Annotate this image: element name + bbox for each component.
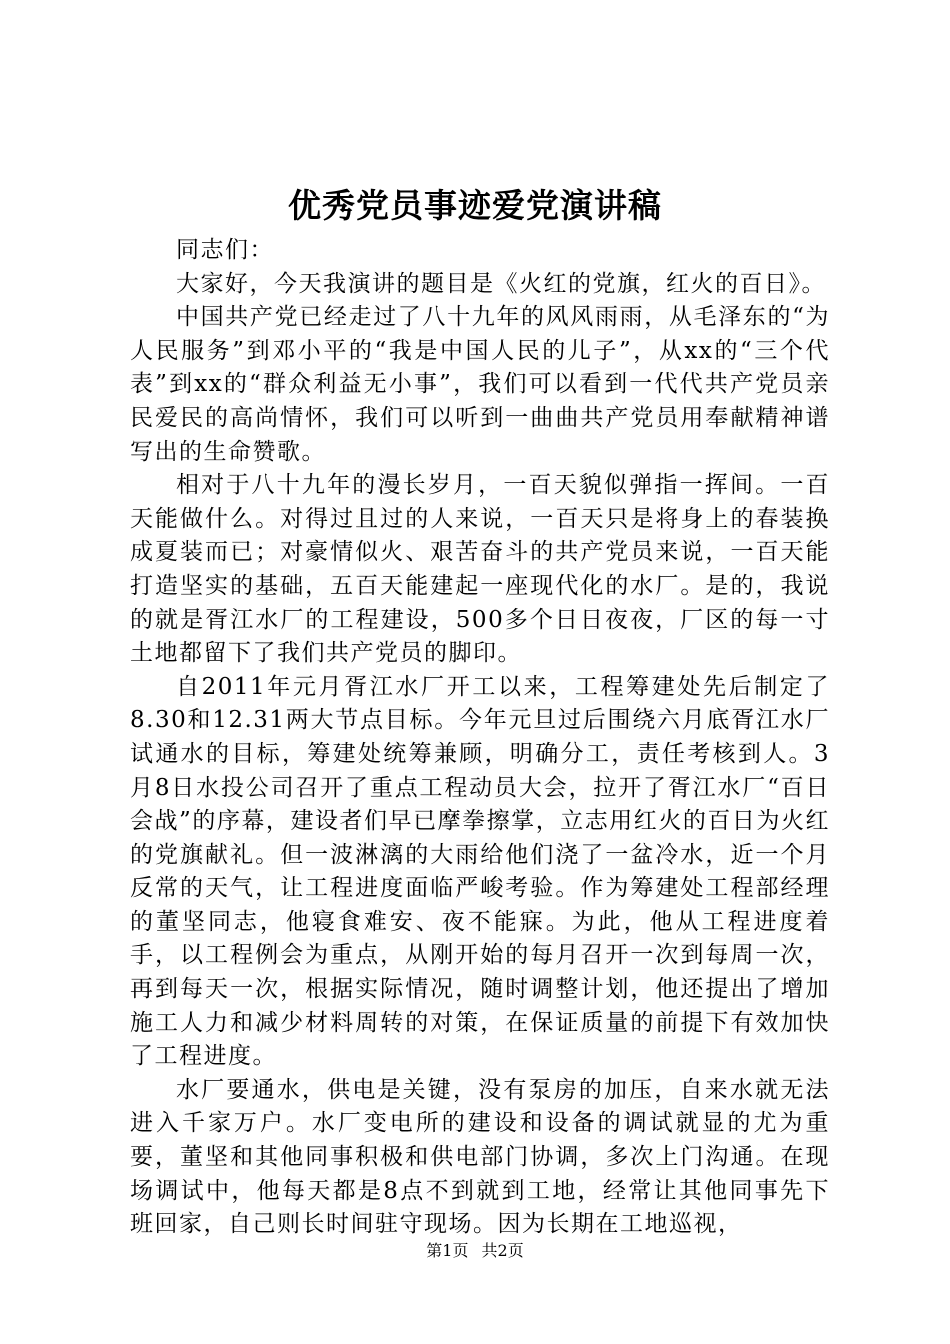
document-body (130, 234, 830, 1242)
paragraph-1: 大家好，今天我演讲的题目是《火红的党旗，红火的百日》。 (176, 270, 826, 297)
page-title: 优秀党员事迹爱党演讲稿 (288, 186, 662, 225)
salutation: 同志们： (176, 237, 274, 263)
page-number-total: 共2页 (481, 1241, 524, 1260)
page-number-current: 第1页 (426, 1241, 469, 1260)
page-footer (0, 1240, 950, 1262)
paragraph-2: 中国共产党已经走过了八十九年的风风雨雨，从毛泽东的“为人民服务”到邓小平的“我是中国人民的儿子”，从xx的“三个代表”到xx的“群众利益无小事”，我们可以看到一代代共产党员亲民爱民的高尚情怀，我们可以听到一曲曲共产党员用奉献精神谱写出的生命赞歌。 (130, 304, 830, 465)
paragraph-5: 水厂要通水，供电是关键，没有泵房的加压，自来水就无法进入千家万户。水厂变电所的建设和设备的调试就显的尤为重要，董坚和其他同事积极和供电部门协调，多次上门沟通。在现场调试中，他每天都是8点不到就到工地，经常让其他同事先下班回家，自己则长时间驻守现场。因为长期在工地巡视， (130, 1076, 830, 1238)
paragraph-3: 相对于八十九年的漫长岁月，一百天貌似弹指一挥间。一百天能做什么。对得过且过的人来说，一百天只是将身上的春装换成夏装而已；对豪情似火、艰苦奋斗的共产党员来说，一百天能打造坚实的基础，五百天能建起一座现代化的水厂。是的，我说的就是胥江水厂的工程建设，500多个日日夜夜，厂区的每一寸土地都留下了我们共产党员的脚印。 (130, 472, 830, 667)
paragraph-4: 自2011年元月胥江水厂开工以来，工程筹建处先后制定了8.30和12.31两大节点目标。今年元旦过后围绕六月底胥江水厂试通水的目标，筹建处统筹兼顾，明确分工，责任考核到人。3月8日水投公司召开了重点工程动员大会，拉开了胥江水厂“百日会战”的序幕，建设者们早已摩拳擦掌，立志用红火的百日为火红的党旗献礼。但一波淋漓的大雨给他们浇了一盆冷水，近一个月反常的天气，让工程进度面临严峻考验。作为筹建处工程部经理的董坚同志，他寝食难安、夜不能寐。为此，他从工程进度着手，以工程例会为重点，从刚开始的每月召开一次到每周一次，再到每天一次，根据实际情况，随时调整计划，他还提出了增加施工人力和减少材料周转的对策，在保证质量的前提下有效加快了工程进度。 (130, 673, 830, 1070)
